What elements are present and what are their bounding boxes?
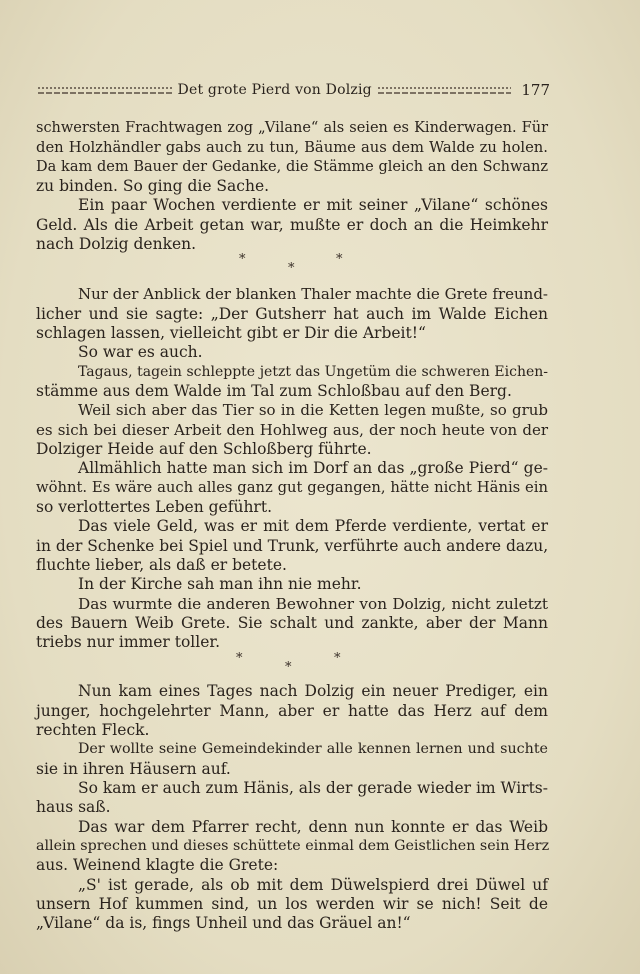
page-number: 177 (521, 81, 551, 99)
section-break-star: * (336, 252, 343, 267)
running-title: Det grote Pierd von Dolzig (177, 82, 372, 98)
text-line: Nun kam eines Tages nach Dolzig ein neuer Prediger, ein (78, 682, 548, 700)
text-line: zu binden. So ging die Sache. (36, 177, 270, 195)
text-line: den Holzhändler gabs auch zu tun, Bäume aus dem Walde zu holen. (36, 139, 548, 156)
text-line: haus saß. (36, 798, 111, 816)
text-line: aus. Weinend klagte die Grete: (36, 856, 279, 874)
text-line: junger, hochgelehrter Mann, aber er hatte das Herz auf dem (36, 702, 548, 720)
text-line: sie in ihren Häusern auf. (36, 760, 231, 778)
text-line: Nur der Anblick der blanken Thaler machte die Grete freund- (78, 285, 548, 303)
text-line: Geld. Als die Arbeit getan war, mußte er doch an die Heimkehr (36, 216, 548, 234)
text-line: Der wollte seine Gemeindekinder alle kennen lernen und suchte (78, 741, 548, 757)
section-break-star: * (288, 261, 295, 276)
text-line: So war es auch. (78, 343, 203, 361)
text-line: Tagaus, tagein schleppte jetzt das Ungetüm die schweren Eichen- (78, 364, 548, 380)
text-line: allein sprechen und dieses schüttete einmal dem Geistlichen sein Herz (36, 838, 550, 854)
section-break-star: * (334, 651, 341, 666)
text-line: triebs nur immer toller. (36, 633, 221, 651)
text-line: licher und sie sagte: „Der Gutsherr hat auch im Walde Eichen (36, 305, 548, 323)
text-line: wöhnt. Es wäre auch alles ganz gut gegangen, hätte nicht Hänis ein (36, 479, 548, 496)
text-line: So kam er auch zum Hänis, als der gerade wieder im Wirts- (78, 779, 548, 797)
section-break-star: * (239, 252, 246, 267)
text-line: unsern Hof kummen sind, un los werden wir se nich! Seit de (36, 895, 548, 913)
text-line: es sich bei dieser Arbeit den Hohlweg aus, der noch heute von der (36, 421, 548, 439)
text-line: schlagen lassen, vielleicht gibt er Dir die Arbeit!“ (36, 324, 426, 342)
text-line: Weil sich aber das Tier so in die Ketten legen mußte, so grub (78, 401, 548, 419)
text-line: In der Kirche sah man ihn nie mehr. (78, 575, 362, 593)
text-line: „S' ist gerade, als ob mit dem Düwelspierd drei Düwel uf (78, 876, 548, 894)
text-line: Das war dem Pfarrer recht, denn nun konnte er das Weib (78, 818, 548, 836)
text-line: Ein paar Wochen verdiente er mit seiner „Vilane“ schönes (78, 196, 548, 214)
header-ornament-left (38, 87, 172, 94)
text-line: Das viele Geld, was er mit dem Pferde verdiente, vertat er (78, 517, 548, 535)
text-line: so verlottertes Leben geführt. (36, 498, 272, 516)
text-line: Allmählich hatte man sich im Dorf an das „große Pierd“ ge- (78, 459, 548, 477)
header-ornament-right (378, 87, 512, 94)
section-break-star: * (236, 651, 243, 666)
text-line: stämme aus dem Walde im Tal zum Schloßbau auf den Berg. (36, 382, 512, 400)
text-line: Dolziger Heide auf den Schloßberg führte. (36, 440, 372, 458)
text-line: schwersten Frachtwagen zog „Vilane“ als seien es Kinderwagen. Für (36, 120, 548, 136)
text-line: „Vilane“ da is, fings Unheil und das Gräuel an!“ (36, 914, 411, 932)
text-line: Das wurmte die anderen Bewohner von Dolzig, nicht zuletzt (78, 595, 548, 613)
text-line: Da kam dem Bauer der Gedanke, die Stämme gleich an den Schwanz (36, 159, 548, 175)
text-line: fluchte lieber, als daß er betete. (36, 556, 287, 574)
text-line: rechten Fleck. (36, 721, 150, 739)
text-line: des Bauern Weib Grete. Sie schalt und zankte, aber der Mann (36, 614, 548, 632)
text-line: nach Dolzig denken. (36, 235, 197, 253)
running-header (38, 79, 550, 101)
section-break-star: * (285, 660, 292, 675)
text-line: in der Schenke bei Spiel und Trunk, verführte auch andere dazu, (36, 537, 549, 555)
